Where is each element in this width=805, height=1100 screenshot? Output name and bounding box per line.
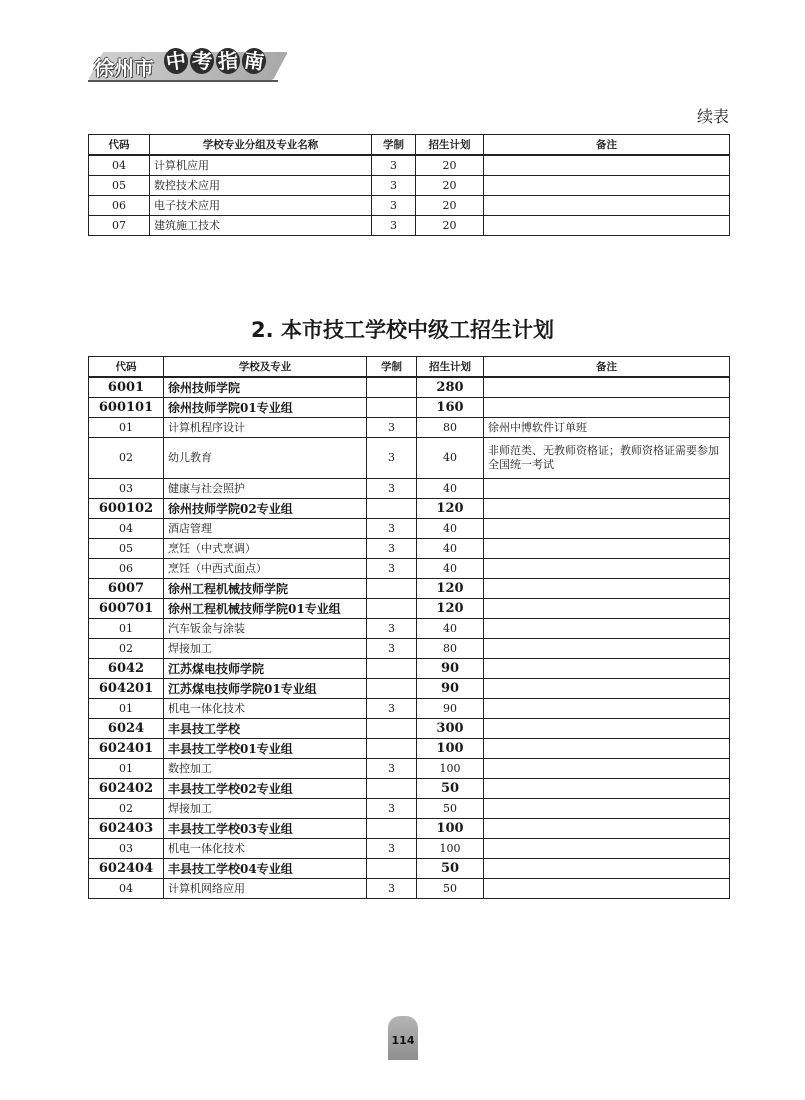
- cell-note: [484, 398, 730, 418]
- cell-plan: 40: [417, 438, 484, 479]
- cell-note: [484, 519, 730, 539]
- cell-name: 计算机网络应用: [164, 879, 367, 899]
- cell-plan: 40: [417, 539, 484, 559]
- cell-note: [484, 499, 730, 519]
- col-header-name: 学校及专业: [164, 357, 367, 378]
- table-row: [89, 639, 730, 659]
- col-header-name: 学校专业分组及专业名称: [150, 135, 372, 156]
- table-row: [89, 438, 730, 479]
- cell-code: 04: [89, 155, 150, 176]
- cell-code: 602402: [89, 779, 164, 799]
- cell-length: 3: [367, 759, 417, 779]
- cell-note: [484, 155, 730, 176]
- cell-code: 05: [89, 539, 164, 559]
- table-row: [89, 619, 730, 639]
- cell-name: 徐州技师学院01专业组: [164, 398, 367, 418]
- continuation-label: 续表: [696, 107, 729, 126]
- group-row: [89, 499, 730, 519]
- cell-length: [367, 579, 417, 599]
- cell-length: 3: [367, 479, 417, 499]
- cell-note: [484, 539, 730, 559]
- table-row: [89, 839, 730, 859]
- cell-note: 徐州中博软件订单班: [484, 418, 730, 438]
- cell-name: 酒店管理: [164, 519, 367, 539]
- cell-note: [484, 196, 730, 216]
- table-row: [89, 176, 730, 196]
- table-row: [89, 799, 730, 819]
- cell-length: 3: [367, 418, 417, 438]
- header-title-char: 中: [162, 46, 189, 75]
- cell-note: [484, 819, 730, 839]
- cell-code: 6007: [89, 579, 164, 599]
- header-title-char: 考: [189, 47, 216, 75]
- table-header-row: [89, 357, 730, 378]
- cell-length: [367, 719, 417, 739]
- cell-plan: 280: [417, 377, 484, 398]
- cell-plan: 90: [417, 679, 484, 699]
- group-row: [89, 779, 730, 799]
- table-row: [89, 479, 730, 499]
- cell-name: 机电一体化技术: [164, 699, 367, 719]
- cell-note: [484, 719, 730, 739]
- cell-code: 07: [89, 216, 150, 236]
- cell-plan: 40: [417, 559, 484, 579]
- cell-name: 徐州工程机械技师学院01专业组: [164, 599, 367, 619]
- cell-length: [367, 659, 417, 679]
- cell-plan: 90: [417, 699, 484, 719]
- header-city: 徐州市: [94, 56, 154, 80]
- table-row: [89, 155, 730, 176]
- cell-note: [484, 599, 730, 619]
- header-banner: [88, 44, 288, 86]
- cell-code: 01: [89, 619, 164, 639]
- group-row: [89, 819, 730, 839]
- cell-plan: 80: [417, 418, 484, 438]
- cell-code: 6042: [89, 659, 164, 679]
- cell-length: 3: [367, 519, 417, 539]
- cell-note: [484, 377, 730, 398]
- cell-note: [484, 779, 730, 799]
- cell-note: [484, 879, 730, 899]
- cell-code: 06: [89, 559, 164, 579]
- cell-plan: 120: [417, 499, 484, 519]
- cell-name: 电子技术应用: [150, 196, 372, 216]
- cell-code: 600701: [89, 599, 164, 619]
- cell-code: 04: [89, 879, 164, 899]
- cell-length: 3: [367, 438, 417, 479]
- cell-note: [484, 859, 730, 879]
- cell-length: [367, 499, 417, 519]
- continued-table: [88, 134, 730, 236]
- group-row: [89, 739, 730, 759]
- header-title-char: 指: [215, 47, 241, 75]
- cell-name: 计算机应用: [150, 155, 372, 176]
- cell-name: 徐州工程机械技师学院: [164, 579, 367, 599]
- enrollment-table-grid: [88, 356, 730, 899]
- cell-name: 健康与社会照护: [164, 479, 367, 499]
- cell-length: [367, 377, 417, 398]
- cell-note: [484, 679, 730, 699]
- cell-note: [484, 619, 730, 639]
- cell-note: [484, 176, 730, 196]
- cell-length: 3: [367, 619, 417, 639]
- header-title: [164, 48, 266, 74]
- cell-plan: 20: [416, 196, 484, 216]
- table-row: [89, 418, 730, 438]
- group-row: [89, 719, 730, 739]
- cell-length: 3: [367, 539, 417, 559]
- cell-plan: 100: [417, 839, 484, 859]
- cell-code: 02: [89, 799, 164, 819]
- cell-plan: 40: [417, 479, 484, 499]
- cell-note: 非师范类、无教师资格证；教师资格证需要参加全国统一考试: [484, 438, 730, 479]
- cell-note: [484, 579, 730, 599]
- cell-length: [367, 679, 417, 699]
- group-row: [89, 579, 730, 599]
- cell-plan: 50: [417, 799, 484, 819]
- cell-length: [367, 739, 417, 759]
- cell-name: 建筑施工技术: [150, 216, 372, 236]
- table-row: [89, 879, 730, 899]
- cell-note: [484, 839, 730, 859]
- cell-name: 数控技术应用: [150, 176, 372, 196]
- cell-code: 05: [89, 176, 150, 196]
- cell-name: 焊接加工: [164, 639, 367, 659]
- cell-name: 丰县技工学校02专业组: [164, 779, 367, 799]
- cell-length: [367, 599, 417, 619]
- group-row: [89, 377, 730, 398]
- cell-note: [484, 639, 730, 659]
- cell-note: [484, 799, 730, 819]
- cell-length: 3: [372, 196, 416, 216]
- cell-name: 烹饪（中式烹调）: [164, 539, 367, 559]
- table-row: [89, 759, 730, 779]
- cell-plan: 50: [417, 779, 484, 799]
- cell-note: [484, 559, 730, 579]
- cell-plan: 160: [417, 398, 484, 418]
- table-row: [89, 699, 730, 719]
- table-row: [89, 196, 730, 216]
- cell-length: 3: [367, 699, 417, 719]
- cell-note: [484, 759, 730, 779]
- cell-length: [367, 819, 417, 839]
- col-header-code: 代码: [89, 357, 164, 378]
- cell-name: 丰县技工学校04专业组: [164, 859, 367, 879]
- cell-name: 丰县技工学校: [164, 719, 367, 739]
- col-header-plan: 招生计划: [417, 357, 484, 378]
- header-title-char: 南: [240, 46, 267, 75]
- cell-note: [484, 739, 730, 759]
- cell-code: 01: [89, 699, 164, 719]
- cell-code: 6024: [89, 719, 164, 739]
- table-row: [89, 216, 730, 236]
- cell-length: 3: [372, 155, 416, 176]
- cell-code: 06: [89, 196, 150, 216]
- cell-length: 3: [367, 559, 417, 579]
- cell-plan: 90: [417, 659, 484, 679]
- cell-code: 6001: [89, 377, 164, 398]
- cell-plan: 40: [417, 619, 484, 639]
- cell-plan: 20: [416, 216, 484, 236]
- col-header-length: 学制: [367, 357, 417, 378]
- cell-plan: 100: [417, 819, 484, 839]
- cell-name: 丰县技工学校01专业组: [164, 739, 367, 759]
- cell-code: 03: [89, 479, 164, 499]
- cell-length: 3: [367, 639, 417, 659]
- section-title: 2. 本市技工学校中级工招生计划: [251, 318, 554, 342]
- group-row: [89, 859, 730, 879]
- enrollment-table: [88, 356, 730, 899]
- cell-name: 计算机程序设计: [164, 418, 367, 438]
- cell-length: [367, 779, 417, 799]
- cell-name: 数控加工: [164, 759, 367, 779]
- cell-length: 3: [367, 839, 417, 859]
- group-row: [89, 679, 730, 699]
- cell-plan: 120: [417, 599, 484, 619]
- cell-plan: 50: [417, 859, 484, 879]
- table-row: [89, 519, 730, 539]
- cell-name: 江苏煤电技师学院: [164, 659, 367, 679]
- group-row: [89, 659, 730, 679]
- cell-name: 江苏煤电技师学院01专业组: [164, 679, 367, 699]
- group-row: [89, 398, 730, 418]
- cell-length: 3: [367, 879, 417, 899]
- group-row: [89, 599, 730, 619]
- cell-note: [484, 699, 730, 719]
- cell-code: 604201: [89, 679, 164, 699]
- cell-length: 3: [367, 799, 417, 819]
- cell-code: 602403: [89, 819, 164, 839]
- cell-note: [484, 479, 730, 499]
- cell-name: 烹饪（中西式面点）: [164, 559, 367, 579]
- cell-note: [484, 659, 730, 679]
- cell-name: 徐州技师学院: [164, 377, 367, 398]
- cell-plan: 40: [417, 519, 484, 539]
- cell-plan: 80: [417, 639, 484, 659]
- col-header-note: 备注: [484, 135, 730, 156]
- cell-name: 焊接加工: [164, 799, 367, 819]
- cell-name: 机电一体化技术: [164, 839, 367, 859]
- cell-plan: 100: [417, 759, 484, 779]
- cell-name: 幼儿教育: [164, 438, 367, 479]
- cell-code: 02: [89, 438, 164, 479]
- cell-plan: 300: [417, 719, 484, 739]
- cell-code: 01: [89, 759, 164, 779]
- page-number: 114: [391, 1034, 415, 1047]
- continued-table-grid: [88, 134, 730, 236]
- col-header-code: 代码: [89, 135, 150, 156]
- cell-length: 3: [372, 216, 416, 236]
- cell-length: [367, 859, 417, 879]
- cell-plan: 120: [417, 579, 484, 599]
- cell-code: 04: [89, 519, 164, 539]
- cell-plan: 20: [416, 155, 484, 176]
- cell-code: 600101: [89, 398, 164, 418]
- cell-plan: 20: [416, 176, 484, 196]
- cell-name: 汽车钣金与涂装: [164, 619, 367, 639]
- cell-plan: 100: [417, 739, 484, 759]
- cell-code: 602404: [89, 859, 164, 879]
- cell-name: 丰县技工学校03专业组: [164, 819, 367, 839]
- cell-length: 3: [372, 176, 416, 196]
- cell-code: 03: [89, 839, 164, 859]
- table-row: [89, 559, 730, 579]
- col-header-plan: 招生计划: [416, 135, 484, 156]
- table-row: [89, 539, 730, 559]
- cell-name: 徐州技师学院02专业组: [164, 499, 367, 519]
- col-header-length: 学制: [372, 135, 416, 156]
- cell-note: [484, 216, 730, 236]
- cell-code: 01: [89, 418, 164, 438]
- table-header-row: [89, 135, 730, 156]
- cell-code: 600102: [89, 499, 164, 519]
- cell-code: 02: [89, 639, 164, 659]
- cell-plan: 50: [417, 879, 484, 899]
- cell-length: [367, 398, 417, 418]
- cell-code: 602401: [89, 739, 164, 759]
- col-header-note: 备注: [484, 357, 730, 378]
